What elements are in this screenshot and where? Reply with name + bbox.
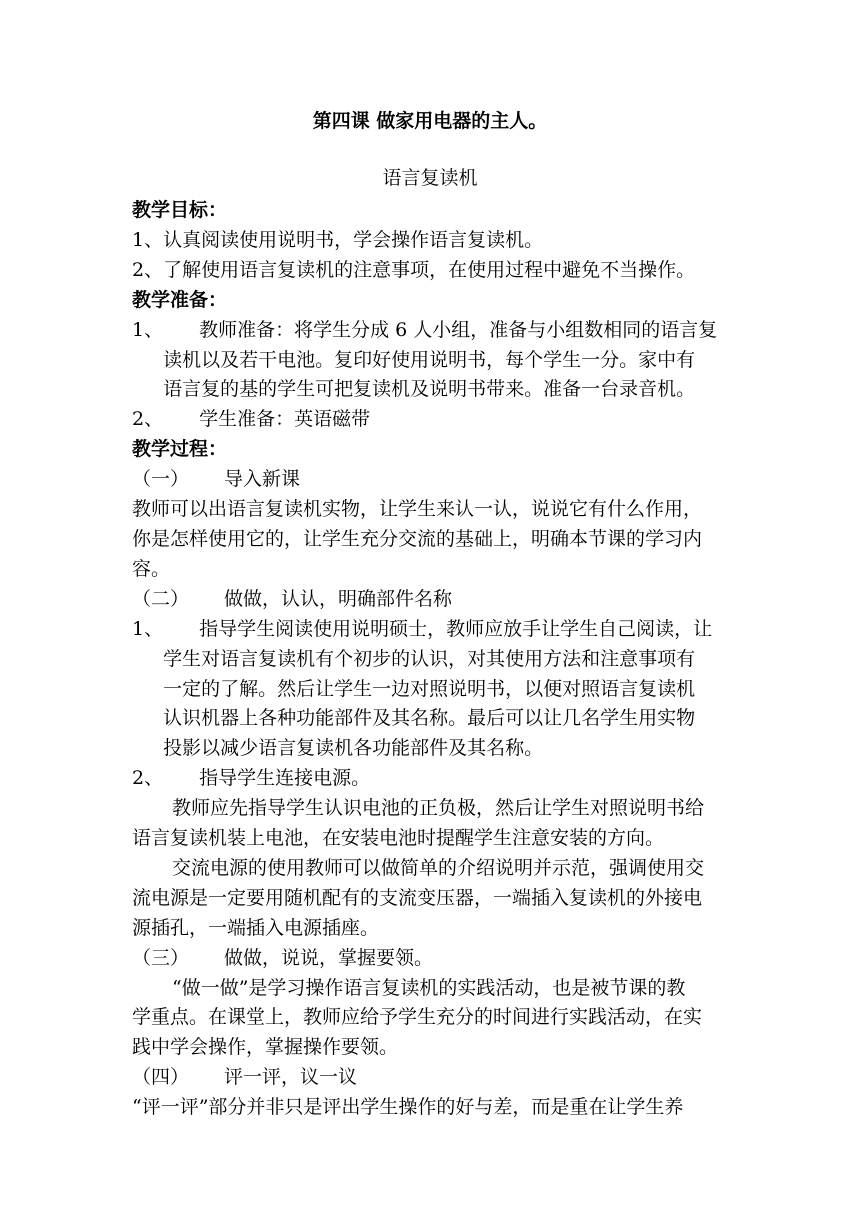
prep-heading: 教学准备： (132, 288, 228, 311)
document-body (132, 196, 732, 1123)
section-2-paragraph-2-line: 流电源是一定要用随机配有的支流变压器，一端插入复读机的外接电 (132, 886, 703, 909)
section-1-number: （一） (132, 468, 190, 491)
goals-heading: 教学目标： (132, 199, 228, 221)
prep-item-1-number: 1、 (132, 318, 164, 341)
document-title: 第四课 做家用电器的主人。 (312, 110, 548, 132)
section-2-paragraph-2-line: 交流电源的使用教师可以做简单的介绍说明并示范，强调使用交 (172, 856, 705, 879)
section-4-line: “评一评”部分并非只是评出学生操作的好与差，而是重在让学生养 (132, 1096, 684, 1119)
section-2-paragraph-1-line: 语言复读机装上电池，在安装电池时提醒学生注意安装的方向。 (132, 827, 665, 850)
section-2-item-1-line: 指导学生阅读使用说明硕士，教师应放手让学生自己阅读，让 (199, 617, 713, 640)
section-3-line: “做一做”是学习操作语言复读机的实践活动，也是被节课的教 (172, 976, 686, 999)
prep-item-1-line: 读机以及若干电池。复印好使用说明书，每个学生一分。家中有 (163, 348, 696, 371)
section-2-item-1-line: 投影以减少语言复读机各功能部件及其名称。 (163, 737, 544, 760)
section-2-item-2-number: 2、 (132, 767, 164, 790)
section-2-heading (132, 585, 732, 615)
section-1-title: 导入新课 (224, 468, 301, 491)
section-3-heading (132, 944, 732, 974)
prep-item-1-line: 语言复的基的学生可把复读机及说明书带来。准备一台录音机。 (163, 378, 696, 401)
section-2-item-1 (132, 615, 732, 765)
section-1-line: 教师可以出语言复读机实物，让学生来认一认，说说它有什么作用， (132, 498, 703, 521)
section-3-line: 学重点。在课堂上，教师应给予学生充分的时间进行实践活动，在实 (132, 1006, 703, 1029)
section-2-number: （二） (132, 587, 190, 610)
section-1-line: 容。 (132, 557, 171, 580)
section-2-item-1-line: 认识机器上各种功能部件及其名称。最后可以让几名学生用实物 (163, 707, 696, 730)
section-2-item-2-text: 指导学生连接电源。 (199, 767, 371, 790)
prep-item-1-line: 教师准备：将学生分成 6 人小组，准备与小组数相同的语言复 (199, 318, 718, 341)
section-2-paragraph-1-line: 教师应先指导学生认识电池的正负极，然后让学生对照说明书给 (172, 797, 705, 820)
prep-item-2-number: 2、 (132, 408, 164, 431)
section-1-heading (132, 465, 732, 495)
prep-item-1 (132, 316, 732, 406)
section-2-item-2 (132, 764, 732, 794)
section-2-item-1-line: 一定的了解。然后让学生一边对照说明书，以便对照语言复读机 (163, 677, 696, 700)
process-heading: 教学过程： (132, 438, 228, 461)
section-4-heading (132, 1063, 732, 1093)
section-2-title: 做做，认认，明确部件名称 (224, 587, 453, 610)
section-4-number: （四） (132, 1066, 190, 1089)
section-3-title: 做做，说说，掌握要领。 (224, 946, 434, 969)
section-3-line: 践中学会操作，掌握操作要领。 (132, 1036, 399, 1059)
section-1-line: 你是怎样使用它的，让学生充分交流的基础上，明确本节课的学习内 (132, 527, 703, 550)
section-4-title: 评一评，议一议 (224, 1066, 358, 1089)
goal-item-2: 2、了解使用语言复读机的注意事项，在使用过程中避免不当操作。 (132, 258, 696, 281)
goal-item-1: 1、认真阅读使用说明书，学会操作语言复读机。 (132, 228, 544, 251)
section-2-item-1-line: 学生对语言复读机有个初步的认识，对其使用方法和注意事项有 (163, 647, 696, 670)
prep-item-2-text: 学生准备：英语磁带 (199, 408, 371, 431)
section-3-number: （三） (132, 946, 190, 969)
prep-item-2 (132, 405, 732, 435)
section-2-paragraph-2-line: 源插孔，一端插入电源插座。 (132, 916, 380, 939)
document-subtitle: 语言复读机 (382, 167, 478, 189)
section-2-item-1-number: 1、 (132, 617, 164, 640)
